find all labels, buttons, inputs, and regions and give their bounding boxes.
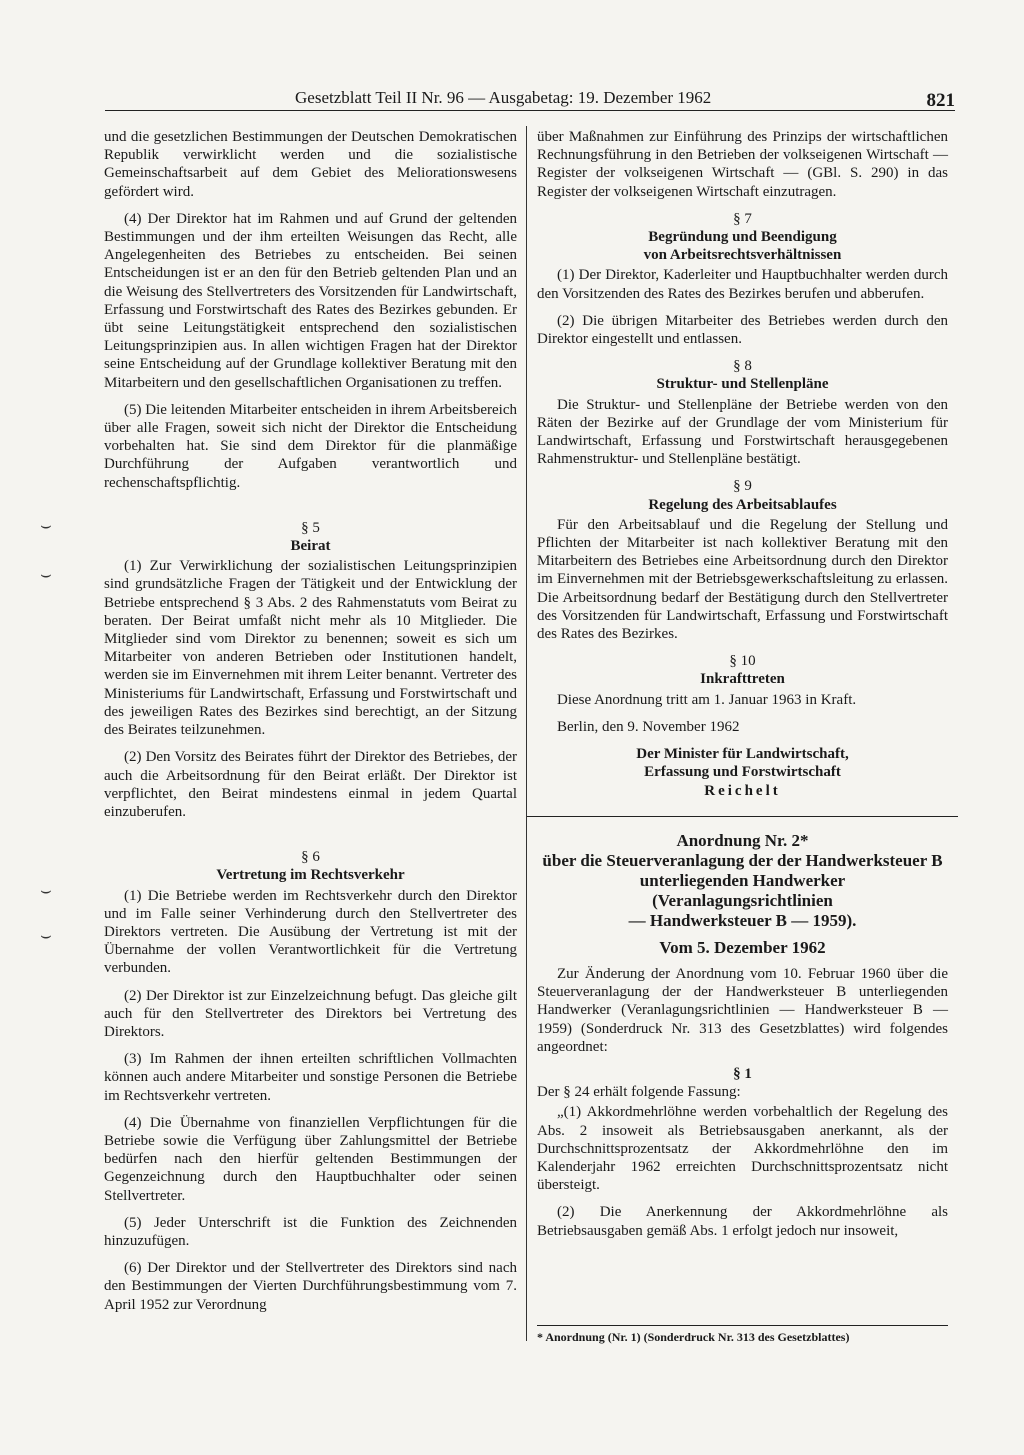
section-title: von Arbeitsrechtsverhältnissen <box>643 247 842 264</box>
margin-mark: ⌣ <box>40 880 52 900</box>
section-title: Begründung und Beendigung <box>648 229 837 246</box>
paragraph: Der § 24 erhält folgende Fassung: <box>537 1084 741 1101</box>
paragraph: (5) Die leitenden Mitarbeiter entscheiden in ihrem Arbeitsbereich über alle Fragen, soweit sich nicht der Direktor die Entscheidung vorbehalten hat. Sie sind dem Direktor für die planmäßige Durchführung der Aufgaben verantwortlich und rechenschaftspflichtig. <box>104 401 517 491</box>
paragraph: und die gesetzlichen Bestimmungen der Deutschen Demokratischen Republik verwirklicht werden und die sozialistische Gemeinschaftsarbeit auf dem Gebiet des Meliorationswesens gefördert wird. <box>104 129 517 200</box>
paragraph: (4) Der Direktor hat im Rahmen und auf Grund der geltenden Bestimmungen und der ihm erteilten Weisungen das Recht, alle Angelegenheiten des Betriebes zu entscheiden. Bei seinen Entscheidungen ist er an den für den Betrieb geltenden Plan und an die Weisung des Stellvertreters des Vorsitzenden für Landwirtschaft, Erfassung und Forstwirtschaft des Rates des Bezirkes gebunden. Er übt seine Leitungstätigkeit entsprechend den sozialistischen Leitungsprinzipien aus. In allen wichtigen Fragen hat der Direktor seine Entscheidung auf der Grundlage kollektiver Beratung mit den Mitarbeitern und den gesellschaftlichen Organisationen zu treffen. <box>104 210 517 391</box>
column-divider <box>526 126 527 1341</box>
margin-mark: ⌣ <box>40 925 52 945</box>
paragraph: über Maßnahmen zur Einführung des Prinzips der wirtschaftlichen Rechnungsführung in den Betrieben der volkseigenen Wirtschaft — Register der volkseigenen Wirtschaft — (GBl. S. 290) in das Register der volkseigenen Wirtschaft einzutragen. <box>537 129 948 200</box>
section-number: § 8 <box>733 358 752 375</box>
paragraph: Die Struktur- und Stellenpläne der Betriebe werden von den Räten der Bezirke auf der Grundlage der vom Ministerium für Landwirtschaft, Erfassung und Forstwirtschaft herausgegebenen Rahmenstruktur- und Stellenpläne bestätigt. <box>537 396 948 468</box>
paragraph: (3) Im Rahmen der ihnen erteilten schriftlichen Vollmachten können auch andere Mitarbeiter und sonstige Personen die Betriebe im Rechtsverkehr vertreten. <box>104 1051 517 1104</box>
section-title: Beirat <box>290 538 331 555</box>
signature-name: Reichelt <box>704 782 781 799</box>
margin-mark: ⌣ <box>40 515 52 535</box>
section-title: Inkrafttreten <box>700 671 785 688</box>
paragraph: (2) Den Vorsitz des Beirates führt der Direktor des Betriebes, der auch die Arbeitsordnung für den Beirat erläßt. Der Direktor ist verpflichtet, den Beirat mindestens einmal in jedem Quartal einzuberufen. <box>104 749 517 820</box>
separator-line <box>527 816 958 817</box>
page-number: 821 <box>926 90 955 111</box>
paragraph: (6) Der Direktor und der Stellvertreter des Direktors sind nach den Bestimmungen der Vierten Durchführungsbestimmung vom 7. April 1952 zur Verordnung <box>104 1260 517 1313</box>
section-number: § 9 <box>733 478 752 495</box>
paragraph: (4) Die Übernahme von finanziellen Verpflichtungen für die Betriebe sowie die Verfügung über Zahlungsmittel der Betriebe bedürfen nach den hierfür geltenden Bestimmungen der Gegenzeichnung durch den Hauptbuchhalter oder seinen Stellvertreter. <box>104 1114 517 1204</box>
signature-title: Der Minister für Landwirtschaft, <box>636 746 849 763</box>
paragraph: Zur Änderung der Anordnung vom 10. Februar 1960 über die Steuerveranlagung der der Handwerksteuer B unterliegenden Handwerker (Veranlagungsrichtlinien — Handwerksteuer B — 1959) (Sonderdruck Nr. 313 des Gesetzblattes) wird folgendes angeordnet: <box>537 965 948 1055</box>
paragraph: Für den Arbeitsablauf und die Regelung der Stellung und Pflichten der Mitarbeiter ist nach kollektiver Beratung mit den Mitarbeitern des Betriebes eine Arbeitsordnung durch den Direktor im Einvernehmen mit der Betriebsgewerkschaftsleitung zu erlassen. Die Arbeitsordnung bedarf der Bestätigung durch den Stellvertreter des Vorsitzenden für Landwirtschaft, Erfassung und Forstwirtschaft des Rates des Bezirkes. <box>537 516 948 643</box>
paragraph: (2) Die Anerkennung der Akkordmehrlöhne als Betriebsausgaben gemäß Abs. 1 erfolgt jedoch nur insoweit, <box>537 1204 948 1239</box>
paragraph: (1) Die Betriebe werden im Rechtsverkehr durch den Direktor und im Falle seiner Verhinderung durch den Stellvertreter des Direktors vertreten. Die Ausübung der Vertretung ist mit der Übernahme der vollen Verantwortlichkeit für die Vertretung verbunden. <box>104 887 517 977</box>
paragraph: (5) Jeder Unterschrift ist die Funktion des Zeichnenden hinzuzufügen. <box>104 1214 517 1249</box>
section-number: § 7 <box>733 210 752 227</box>
ordinance-title: über die Steuerveranlagung der der Handwerksteuer B unterliegenden Handwerker <box>542 850 943 890</box>
section-number: § 5 <box>301 519 320 536</box>
section-number: § 6 <box>301 849 320 866</box>
left-column <box>104 128 517 1323</box>
margin-mark: ⌣ <box>40 564 52 584</box>
page-header <box>105 88 955 111</box>
ordinance-title: Anordnung Nr. 2* <box>676 830 809 850</box>
section-title: Vertretung im Rechtsverkehr <box>216 867 405 884</box>
paragraph: (1) Zur Verwirklichung der sozialistischen Leitungsprinzipien sind grundsätzliche Fragen der Tätigkeit und der Entwicklung der Betriebe entsprechend § 3 Abs. 2 des Rahmenstatuts vom Beirat zu beraten. Der Beirat umfaßt nicht mehr als 10 Mitglieder. Die Mitglieder sind vom Direktor zu benennen; soweit es sich um Mitarbeiter von anderen Betrieben oder Institutionen handelt, werden sie im Einvernehmen mit ihrem Leiter benannt. Vertreter des Ministeriums für Landwirtschaft, Erfassung und Forstwirtschaft und des jeweiligen Rates des Bezirkes sind berechtigt, an der Sitzung des Beirates teilzunehmen. <box>104 558 517 739</box>
footnote: * Anordnung (Nr. 1) (Sonderdruck Nr. 313 des Gesetzblattes) <box>537 1325 948 1345</box>
ordinance-date: Vom 5. Dezember 1962 <box>659 937 826 957</box>
section-number: § 1 <box>733 1065 752 1082</box>
section-title: Regelung des Arbeitsablaufes <box>648 496 837 513</box>
paragraph: (1) Der Direktor, Kaderleiter und Hauptbuchhalter werden durch den Vorsitzenden des Rates des Bezirkes berufen und abberufen. <box>537 267 948 302</box>
ordinance-title: — Handwerksteuer B — 1959). <box>628 910 857 930</box>
section-title: Struktur- und Stellenpläne <box>656 376 829 393</box>
place-date: Berlin, den 9. November 1962 <box>557 718 740 735</box>
paragraph: (2) Die übrigen Mitarbeiter des Betriebes werden durch den Direktor eingestellt und entlassen. <box>537 312 948 348</box>
ordinance-title: (Veranlagungsrichtlinien <box>652 890 833 910</box>
header-title: Gesetzblatt Teil II Nr. 96 — Ausgabetag: 19. Dezember 1962 <box>295 88 712 107</box>
paragraph: Diese Anordnung tritt am 1. Januar 1963 in Kraft. <box>557 691 857 708</box>
paragraph: „(1) Akkordmehrlöhne werden vorbehaltlich der Regelung des Abs. 2 insoweit als Betriebsausgaben anerkannt, als der Durchschnittsprozentsatz der Akkordmehrlöhne den im Kalenderjahr 1962 erreichten Durchschnittsprozentsatz nicht übersteigt. <box>537 1104 948 1194</box>
signature-title: Erfassung und Forstwirtschaft <box>644 764 841 781</box>
paragraph: (2) Der Direktor ist zur Einzelzeichnung befugt. Das gleiche gilt auch für den Stellvertreter des Direktors bei Vertretung des Direktors. <box>104 987 517 1040</box>
right-column <box>537 128 948 1249</box>
section-number: § 10 <box>729 653 756 670</box>
